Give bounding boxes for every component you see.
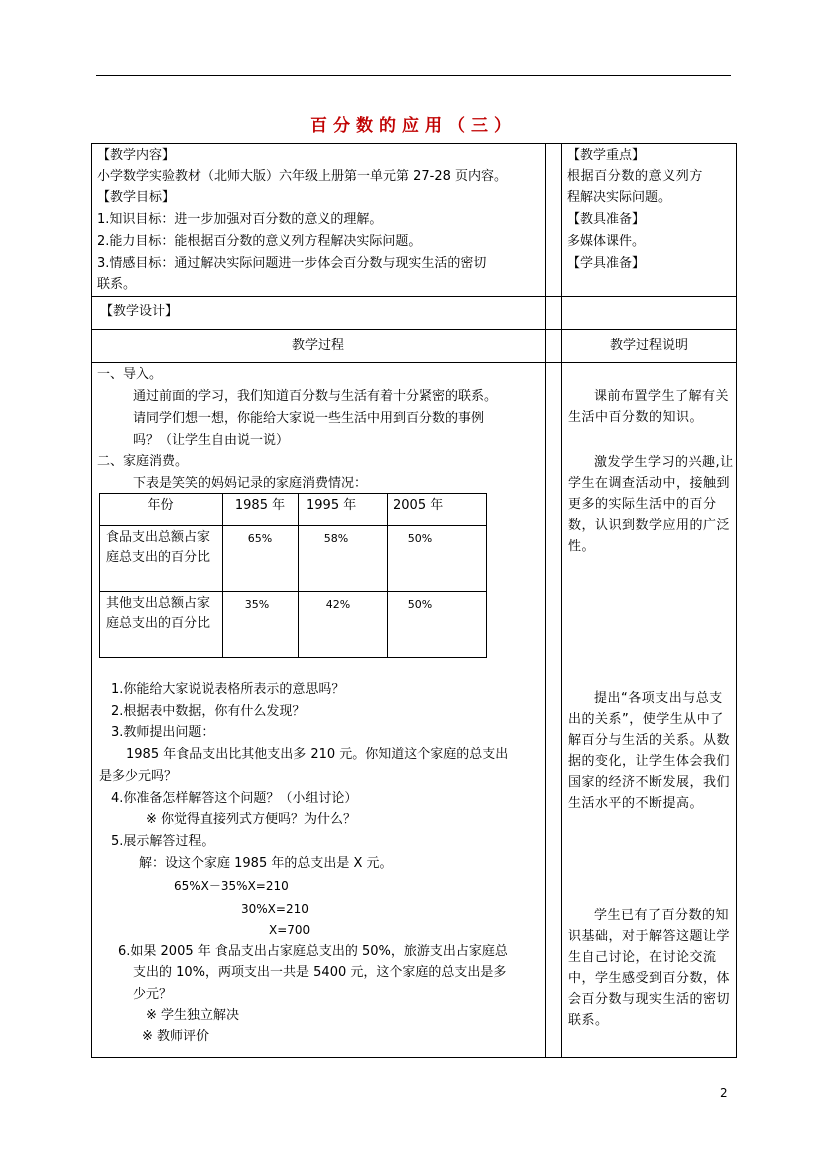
section-teaching-goals: 【教学目标】	[97, 190, 176, 205]
table-cell-food-1995: 58%	[323, 532, 349, 545]
section-teaching-content: 【教学内容】	[97, 148, 176, 163]
section-key-points: 【教学重点】	[567, 148, 646, 163]
equation-2: 30%X=210	[241, 902, 309, 916]
page-title: 百分数的应用（三）	[310, 116, 517, 136]
question-6-cont-2: 少元？	[133, 987, 173, 1002]
method-evaluation: ※ 教师评价	[142, 1029, 210, 1044]
row-divider	[91, 296, 737, 297]
table-header-year: 年份	[147, 498, 174, 513]
section-intro: 一、导入。	[97, 367, 163, 382]
table-intro: 下表是笑笑的妈妈记录的家庭消费情况：	[133, 476, 368, 491]
section-teaching-aids: 【教具准备】	[567, 212, 646, 227]
goal-knowledge: 1.知识目标：进一步加强对百分数的意义的理解。	[97, 212, 383, 227]
spending-table-col	[298, 493, 299, 658]
question-6: 6.如果 2005 年 食品支出占家庭总支出的 50%，旅游支出占家庭总	[118, 944, 508, 959]
goal-ability: 2.能力目标：能根据百分数的意义列方程解决实际问题。	[97, 234, 422, 249]
note-discussion: 学生已有了百分数的知识基础，对于解答这题让学生自己讨论，在讨论交流中，学生感受到百分数，体会百分数与现实生活的密切联系。	[568, 908, 731, 1028]
table-cell-other-2005: 50%	[407, 598, 433, 611]
intro-paragraph-2: 请同学们想一想，你能给大家说一些生活中用到百分数的事例	[133, 411, 485, 426]
question-4-note: ※ 你觉得直接列式方便吗？为什么？	[146, 812, 357, 827]
equation-3: X=700	[269, 923, 311, 937]
section-student-aids: 【学具准备】	[567, 256, 646, 271]
question-3: 3.教师提出问题：	[111, 725, 215, 740]
process-column-header: 教学过程	[291, 338, 344, 353]
column-divider	[561, 143, 562, 1058]
notes-column-header: 教学过程说明	[609, 338, 688, 353]
row-divider	[91, 362, 737, 363]
equation-1: 65%X－35%X=210	[174, 879, 289, 893]
page-number: 2	[720, 1086, 728, 1100]
note-relationship: 提出“各项支出与总支出的关系”，使学生从中了解百分与生活的关系。从数据的变化，让学生体会我们国家的经济不断发展，我们生活水平的不断提高。	[568, 691, 731, 811]
table-header-1995: 1995 年	[306, 498, 357, 513]
section-family-spending: 二、家庭消费。	[97, 454, 189, 469]
note-interest: 激发学生学习的兴趣,让学生在调查活动中，接触到更多的实际生活中的百分数，认识到数学应用的广泛性。	[568, 455, 734, 554]
spending-table-row	[99, 525, 487, 526]
spending-table-col	[222, 493, 223, 658]
question-2: 2.根据表中数据，你有什么发现？	[111, 704, 306, 719]
question-4: 4.你准备怎样解答这个问题？（小组讨论）	[111, 791, 358, 806]
table-header-1985: 1985 年	[234, 498, 286, 513]
solution-setup: 解：设这个家庭 1985 年的总支出是 X 元。	[139, 856, 393, 871]
question-5: 5.展示解答过程。	[111, 834, 215, 849]
teaching-aids-text: 多媒体课件。	[567, 234, 646, 249]
table-header-2005: 2005 年	[393, 498, 444, 513]
table-row-label-food: 食品支出总额占家庭总支出的百分比	[106, 530, 211, 565]
goal-emotion-cont: 联系。	[97, 277, 137, 292]
teaching-content-text: 小学数学实验教材（北师大版）六年级上册第一单元第 27-28 页内容。	[97, 169, 508, 184]
header-rule	[96, 75, 731, 76]
row-divider	[91, 329, 737, 330]
note-preview: 课前布置学生了解有关生活中百分数的知识。	[568, 389, 730, 425]
key-points-text-cont: 程解决实际问题。	[567, 190, 672, 205]
section-teaching-design: 【教学设计】	[100, 304, 179, 319]
question-3-text-cont: 是多少元吗？	[99, 769, 178, 784]
question-3-text: 1985 年食品支出比其他支出多 210 元。你知道这个家庭的总支出	[126, 747, 509, 762]
goal-emotion: 3.情感目标：通过解决实际问题进一步体会百分数与现实生活的密切	[97, 256, 487, 271]
question-1: 1.你能给大家说说表格所表示的意思吗？	[111, 682, 345, 697]
spending-table-col	[387, 493, 388, 658]
table-cell-other-1995: 42%	[325, 598, 351, 611]
spending-table-row	[99, 591, 487, 592]
method-independent: ※ 学生独立解决	[146, 1008, 240, 1023]
key-points-text: 根据百分数的意义列方	[567, 169, 704, 184]
column-divider	[545, 143, 546, 1058]
table-row-label-other: 其他支出总额占家庭总支出的百分比	[106, 596, 211, 631]
intro-paragraph-1: 通过前面的学习，我们知道百分数与生活有着十分紧密的联系。	[133, 389, 498, 404]
table-cell-other-1985: 35%	[244, 598, 270, 611]
table-cell-food-2005: 50%	[407, 532, 433, 545]
table-cell-food-1985: 65%	[247, 532, 273, 545]
intro-paragraph-3: 吗？（让学生自由说一说）	[133, 433, 290, 448]
question-6-cont: 支出的 10%，两项支出一共是 5400 元，这个家庭的总支出是多	[133, 965, 507, 980]
